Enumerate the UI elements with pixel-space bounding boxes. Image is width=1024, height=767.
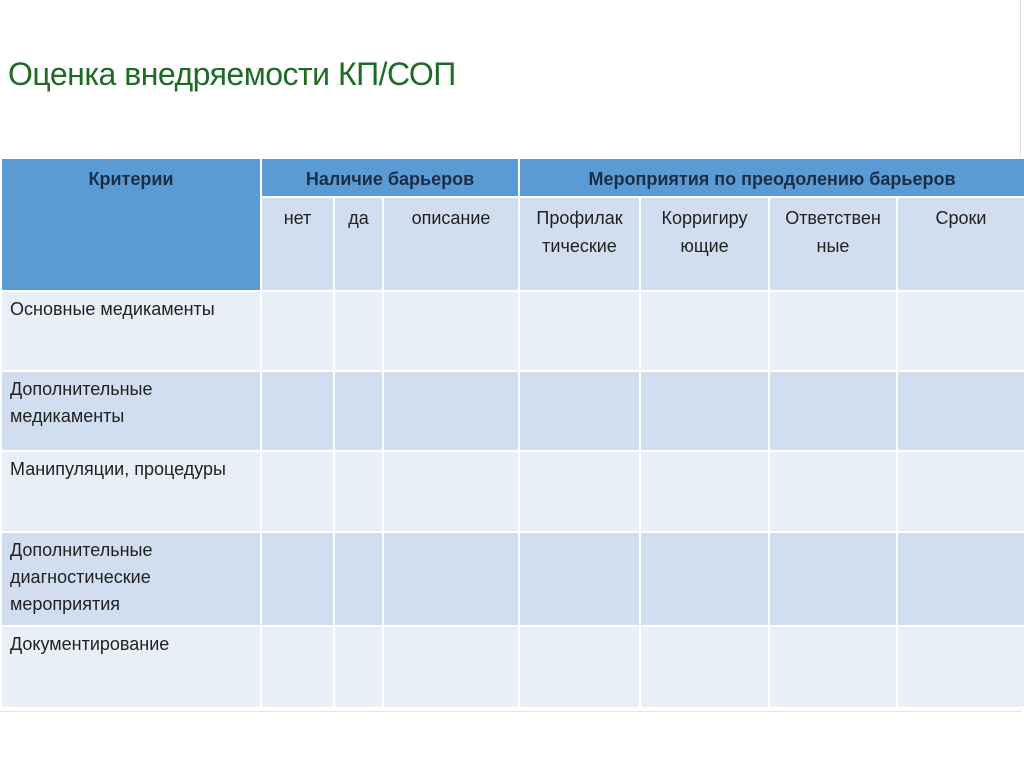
table-cell [640, 532, 769, 626]
table-cell [334, 532, 383, 626]
table-cell [640, 371, 769, 451]
table-cell [519, 371, 640, 451]
subheader-responsible: Ответствен ные [769, 197, 897, 291]
subheader-description: описание [383, 197, 519, 291]
table-cell [383, 626, 519, 708]
table-cell [261, 371, 334, 451]
table-row [1, 291, 1024, 371]
table-cell [383, 451, 519, 532]
table-row [1, 626, 1024, 708]
subheader-corrective: Корригиру ющие [640, 197, 769, 291]
row-label: Дополнительные диагностические мероприятия [1, 532, 261, 626]
row-label: Дополнительные медикаменты [1, 371, 261, 451]
table-cell [519, 626, 640, 708]
subheader-preventive: Профилак тические [519, 197, 640, 291]
table-row [1, 371, 1024, 451]
table-cell [519, 451, 640, 532]
row-label: Основные медикаменты [1, 291, 261, 371]
measures-header: Мероприятия по преодолению барьеров [519, 158, 1024, 197]
table-cell [769, 532, 897, 626]
table-cell [383, 532, 519, 626]
subheader-net: нет [261, 197, 334, 291]
subheader-deadlines: Сроки [897, 197, 1024, 291]
table-row [1, 451, 1024, 532]
table-cell [897, 451, 1024, 532]
table-cell [334, 371, 383, 451]
subheader-da: да [334, 197, 383, 291]
table-header-row [1, 158, 1024, 197]
table-cell [383, 371, 519, 451]
table-cell [261, 451, 334, 532]
table-cell [334, 451, 383, 532]
row-label: Манипуляции, процедуры [1, 451, 261, 532]
table-cell [897, 291, 1024, 371]
table-cell [897, 532, 1024, 626]
table-cell [334, 626, 383, 708]
table-cell [640, 291, 769, 371]
table-cell [640, 451, 769, 532]
table-cell [261, 626, 334, 708]
table-cell [897, 626, 1024, 708]
table-cell [769, 626, 897, 708]
table-cell [519, 291, 640, 371]
table-cell [897, 371, 1024, 451]
table-cell [261, 532, 334, 626]
table-cell [769, 451, 897, 532]
table-cell [383, 291, 519, 371]
table-cell [769, 371, 897, 451]
table-row [1, 532, 1024, 626]
barriers-header: Наличие барьеров [261, 158, 519, 197]
table-cell [261, 291, 334, 371]
table-cell [640, 626, 769, 708]
criteria-header: Критерии [1, 158, 261, 291]
table-cell [334, 291, 383, 371]
assessment-table [0, 157, 1024, 709]
row-label: Документирование [1, 626, 261, 708]
table-cell [519, 532, 640, 626]
page-title: Оценка внедряемости КП/СОП [8, 56, 456, 92]
table-cell [769, 291, 897, 371]
